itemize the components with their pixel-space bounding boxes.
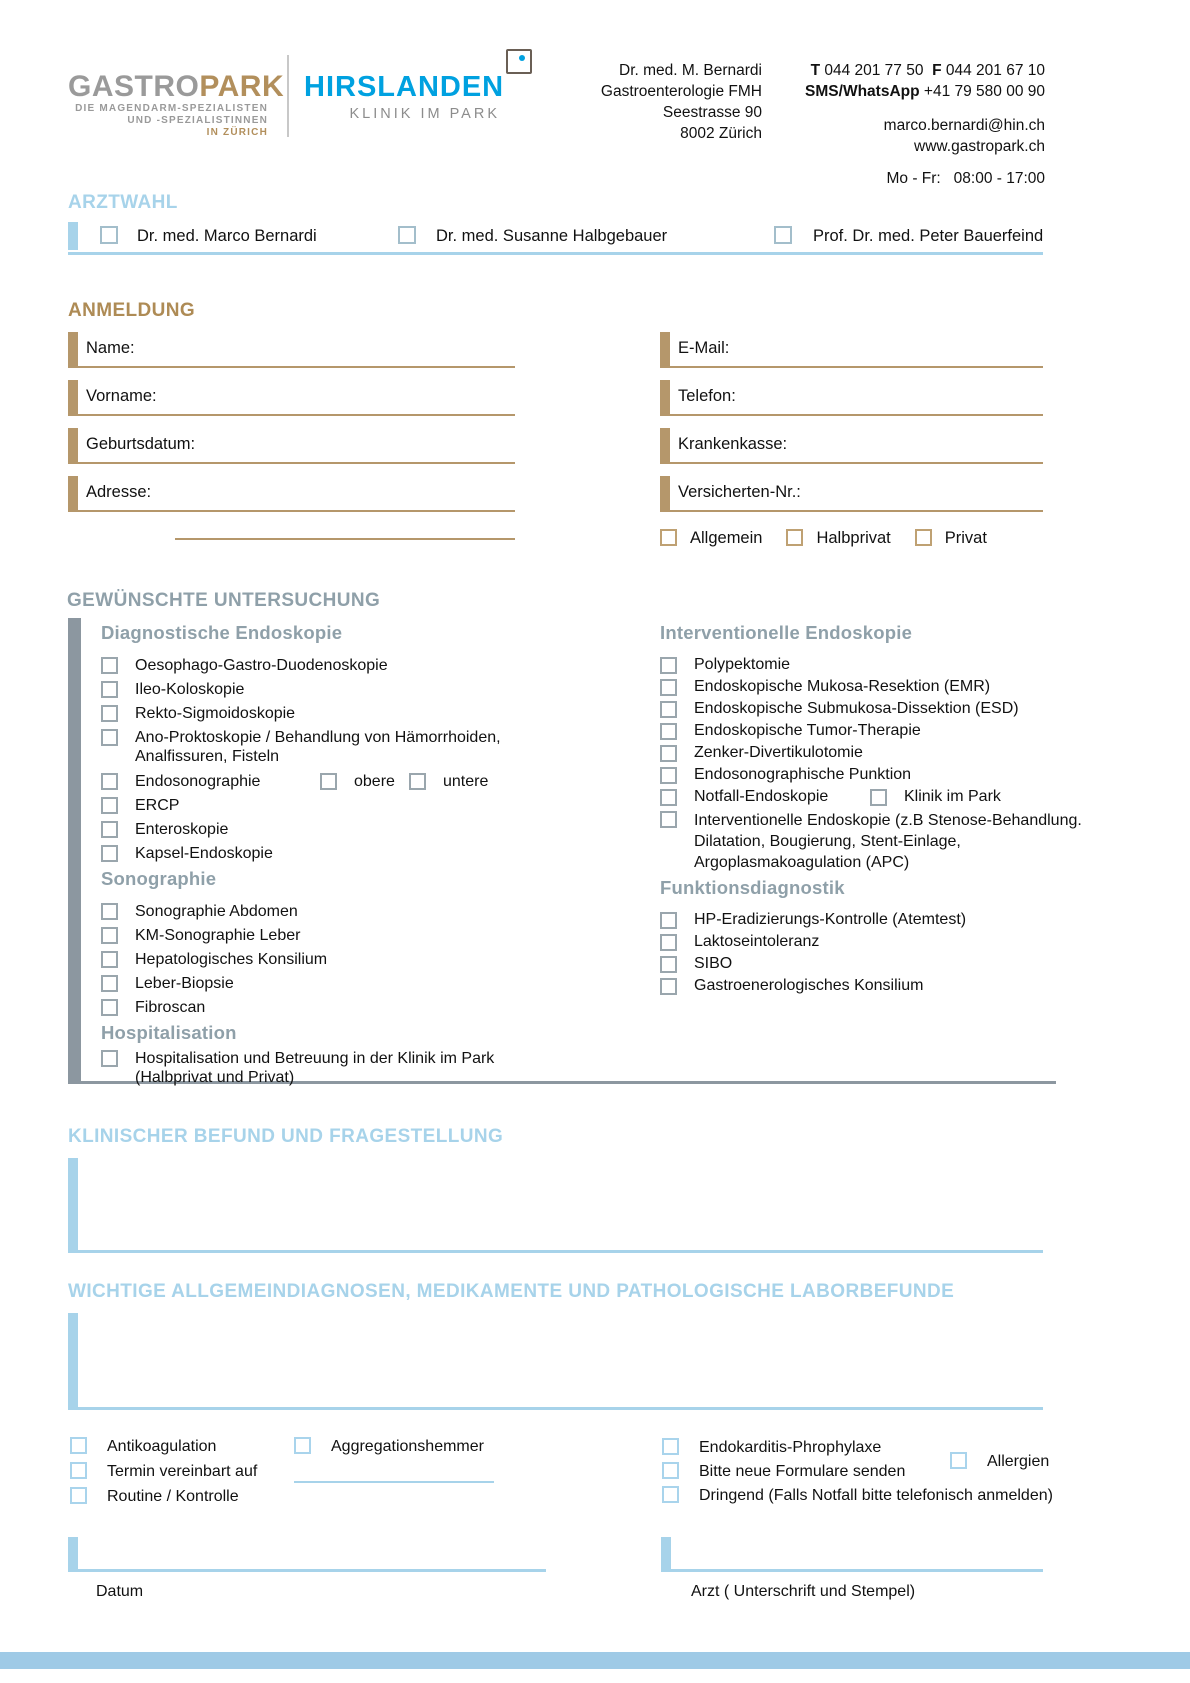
funktionsdiagnostik-heading: Funktionsdiagnostik (660, 877, 845, 898)
hirslanden-dot-icon (519, 55, 525, 61)
field-write-line[interactable] (665, 462, 1043, 464)
field-write-line[interactable] (73, 462, 515, 464)
termin-vereinbart-checkbox[interactable] (70, 1462, 87, 1479)
endosonographische-punktion-checkbox[interactable] (660, 767, 677, 784)
field-accent-bar (68, 428, 78, 464)
checkbox-item (101, 680, 541, 699)
field-email[interactable] (660, 332, 1043, 368)
enteroskopie-checkbox[interactable] (101, 821, 118, 838)
date-signature-line[interactable] (68, 1569, 546, 1572)
antikoagulation-checkbox[interactable] (70, 1437, 87, 1454)
checkbox-label: Termin vereinbart auf (107, 1463, 258, 1480)
field-geburtsdatum[interactable] (68, 428, 515, 464)
field-label-geburtsdatum: Geburtsdatum: (86, 435, 196, 453)
untersuchung-title: GEWÜNSCHTE UNTERSUCHUNG (67, 590, 381, 611)
logo-divider (287, 55, 289, 137)
zenker-checkbox[interactable] (660, 745, 677, 762)
checkbox-label: untere (443, 773, 489, 790)
checkbox-item (660, 678, 1100, 696)
opening-hours: Mo - Fr: 08:00 - 17:00 (886, 170, 1045, 187)
checkbox-label: Ileo-Koloskopie (135, 681, 245, 698)
doctor-option-bauerfeind: Prof. Dr. med. Peter Bauerfeind (813, 227, 1044, 245)
emr-checkbox[interactable] (660, 679, 677, 696)
field-accent-bar (660, 380, 670, 416)
diagnosen-accent-bar (68, 1313, 78, 1409)
diagnosen-bottom-line (68, 1407, 1043, 1410)
untersuchung-section (68, 618, 1082, 1086)
checkbox-item (662, 1438, 881, 1457)
leber-biopsie-checkbox[interactable] (101, 975, 118, 992)
insurance-class-row (660, 529, 987, 547)
checkbox-label: Gastroenerologisches Konsilium (694, 977, 924, 994)
checkbox-item (660, 933, 1100, 951)
befund-writing-area[interactable] (78, 1158, 1043, 1250)
checkbox-item (101, 974, 541, 993)
field-label-email: E-Mail: (678, 339, 730, 357)
checkbox-item (660, 722, 1100, 740)
interventionell-heading: Interventionelle Endoskopie (660, 622, 913, 643)
checkbox-label: obere (354, 773, 395, 790)
arztwahl-underline (68, 252, 1043, 255)
field-write-line[interactable] (665, 366, 1043, 368)
hospitalisation-heading: Hospitalisation (101, 1022, 237, 1043)
adresse-second-write-line[interactable] (175, 538, 515, 540)
checkbox-item (660, 810, 1100, 873)
checkbox-item (294, 1437, 484, 1456)
checkbox-label: Leber-Biopsie (135, 975, 234, 992)
hospitalisation-checkbox[interactable] (101, 1050, 118, 1067)
checkbox-item (101, 728, 541, 766)
checkbox-item (101, 998, 541, 1017)
logo-park-text: PARK (199, 70, 285, 103)
sibo-checkbox[interactable] (660, 956, 677, 973)
doctor-checkbox-halbgebauer[interactable] (398, 226, 416, 244)
km-sonographie-checkbox[interactable] (101, 927, 118, 944)
checkbox-item (101, 950, 541, 969)
kapsel-endoskopie-checkbox[interactable] (101, 845, 118, 862)
field-name[interactable] (68, 332, 515, 368)
checkbox-item (660, 766, 1100, 784)
field-accent-bar (68, 332, 78, 368)
checkbox-item (662, 1462, 905, 1481)
checkbox-label: Hepatologisches Konsilium (135, 951, 328, 968)
checkbox-item (101, 820, 541, 839)
field-label-vorname: Vorname: (86, 387, 157, 405)
field-write-line[interactable] (73, 414, 515, 416)
field-label-telefon: Telefon: (678, 387, 736, 405)
checkbox-item (660, 977, 1100, 995)
checkbox-label: Endosonographie (135, 773, 261, 790)
befund-bottom-line (68, 1250, 1043, 1253)
checkbox-item (70, 1462, 257, 1481)
checkbox-label: KM-Sonographie Leber (135, 927, 301, 944)
aggregationshemmer-checkbox[interactable] (294, 1437, 311, 1454)
checkbox-label: Ano-Proktoskopie / Behandlung von Hämorrhoiden, Analfissuren, Fisteln (135, 729, 501, 765)
checkbox-label: Notfall-Endoskopie (694, 788, 829, 805)
laktoseintoleranz-checkbox[interactable] (660, 934, 677, 951)
field-telefon[interactable] (660, 380, 1043, 416)
checkbox-label: Polypektomie (694, 656, 791, 673)
checkbox-label: Bitte neue Formulare senden (699, 1463, 906, 1480)
checkbox-item (101, 844, 541, 863)
hepatologisches-konsilium-checkbox[interactable] (101, 951, 118, 968)
checkbox-label: Fibroscan (135, 999, 206, 1016)
field-write-line[interactable] (73, 366, 515, 368)
polypektomie-checkbox[interactable] (660, 657, 677, 674)
checkbox-item (662, 1486, 1053, 1505)
untersuchung-right-column (660, 622, 1100, 999)
dringend-checkbox[interactable] (662, 1486, 679, 1503)
checkbox-label: Endoskopische Tumor-Therapie (694, 722, 921, 739)
checkbox-label: Klinik im Park (904, 788, 1001, 805)
practice-street: Seestrasse 90 (662, 104, 762, 121)
field-versicherten-nr[interactable] (660, 476, 1043, 512)
field-accent-bar (68, 380, 78, 416)
fibroscan-checkbox[interactable] (101, 999, 118, 1016)
checkbox-label: Rekto-Sigmoidoskopie (135, 705, 296, 722)
checkbox-item (660, 656, 1100, 674)
field-label-adresse: Adresse: (86, 483, 152, 501)
oesophago-checkbox[interactable] (101, 657, 118, 674)
date-accent-bar (68, 1537, 78, 1571)
field-write-line[interactable] (665, 414, 1043, 416)
privat-label: Privat (944, 529, 987, 547)
allergien-checkbox[interactable] (950, 1452, 967, 1469)
privat-checkbox[interactable] (915, 529, 932, 546)
field-label-versicherten-nr: Versicherten-Nr.: (678, 483, 801, 501)
doctor-option-halbgebauer: Dr. med. Susanne Halbgebauer (436, 227, 668, 245)
field-accent-bar (660, 332, 670, 368)
esd-checkbox[interactable] (660, 701, 677, 718)
diagnosen-writing-area[interactable] (78, 1313, 1043, 1407)
doctor-signature-label: Arzt ( Unterschrift und Stempel) (691, 1583, 916, 1600)
klinik-im-park-checkbox[interactable] (870, 789, 887, 806)
befund-title: KLINISCHER BEFUND UND FRAGESTELLUNG (68, 1126, 504, 1147)
ercp-checkbox[interactable] (101, 797, 118, 814)
hp-eradizierung-checkbox[interactable] (660, 912, 677, 929)
neue-formulare-checkbox[interactable] (662, 1462, 679, 1479)
phone-fax-line (788, 60, 1045, 81)
diagnostisch-heading: Diagnostische Endoskopie (101, 622, 343, 643)
rekto-sigmoidoskopie-checkbox[interactable] (101, 705, 118, 722)
doctor-option-bernardi: Dr. med. Marco Bernardi (137, 227, 317, 245)
checkbox-label: ERCP (135, 797, 180, 814)
checkbox-label: Endoskopische Mukosa-Resektion (EMR) (694, 678, 991, 695)
checkbox-item (70, 1437, 216, 1456)
endokarditis-checkbox[interactable] (662, 1438, 679, 1455)
checkbox-item (660, 744, 1100, 762)
checkbox-label: Dringend (Falls Notfall bitte telefonisch anmelden) (699, 1487, 1053, 1504)
termin-write-line[interactable] (294, 1481, 494, 1483)
field-accent-bar (68, 476, 78, 512)
sms-label: SMS/WhatsApp (805, 83, 920, 100)
checkbox-label: Oesophago-Gastro-Duodenoskopie (135, 657, 388, 674)
halbprivat-checkbox[interactable] (786, 529, 803, 546)
field-write-line[interactable] (665, 510, 1043, 512)
field-label-krankenkasse: Krankenkasse: (678, 435, 788, 453)
checkbox-item (101, 926, 541, 945)
doctor-checkbox-bauerfeind[interactable] (774, 226, 792, 244)
checkbox-label: SIBO (694, 955, 733, 972)
checkbox-label: Routine / Kontrolle (107, 1488, 239, 1505)
ileo-koloskopie-checkbox[interactable] (101, 681, 118, 698)
field-label-name: Name: (86, 339, 135, 357)
email-address: marco.bernardi@hin.ch (883, 117, 1045, 134)
checkbox-item (101, 704, 541, 723)
checkbox-label: Enteroskopie (135, 821, 229, 838)
arztwahl-title: ARZTWAHL (68, 192, 178, 213)
gastropark-logo (68, 70, 285, 138)
logo-subtitle-line3: IN ZÜRICH (206, 127, 268, 138)
contact-block (788, 60, 1045, 189)
checkbox-label: Laktoseintoleranz (694, 933, 820, 950)
interventionelle-endoskopie-checkbox[interactable] (660, 811, 677, 828)
allgemein-label: Allgemein (690, 529, 763, 547)
sms-number: +41 79 580 00 90 (923, 83, 1045, 100)
sonographie-abdomen-checkbox[interactable] (101, 903, 118, 920)
checkbox-label: Kapsel-Endoskopie (135, 845, 273, 862)
practice-address-block (562, 60, 762, 144)
date-label: Datum (96, 1583, 144, 1600)
checkbox-item (101, 902, 541, 921)
ano-proktoskopie-checkbox[interactable] (101, 729, 118, 746)
hirslanden-square-icon (506, 49, 532, 74)
arztwahl-accent-bar (68, 222, 78, 250)
field-vorname[interactable] (68, 380, 515, 416)
checkbox-label: Sonographie Abdomen (135, 903, 298, 920)
endosonographie-obere-checkbox[interactable] (320, 773, 337, 790)
checkbox-label: Endoskopische Submukosa-Dissektion (ESD) (694, 700, 1019, 717)
field-write-line[interactable] (73, 510, 515, 512)
sonographie-heading: Sonographie (101, 868, 217, 889)
endosonographie-checkbox[interactable] (101, 773, 118, 790)
footer-color-band (0, 1652, 1190, 1669)
sms-line (788, 81, 1045, 102)
doctor-signature-accent-bar (661, 1537, 671, 1571)
halbprivat-label: Halbprivat (816, 529, 891, 547)
phone-number: 044 201 77 50 (824, 62, 924, 79)
routine-kontrolle-checkbox[interactable] (70, 1487, 87, 1504)
checkbox-label: Endokarditis-Phrophylaxe (699, 1439, 882, 1456)
checkbox-item (70, 1487, 239, 1506)
diagnosen-title: WICHTIGE ALLGEMEINDIAGNOSEN, MEDIKAMENTE UND PATHOLOGISCHE LABORBEFUNDE (68, 1281, 955, 1302)
logo-subtitle-line2: UND -SPEZIALISTINNEN (127, 115, 268, 126)
checkbox-item (950, 1452, 1049, 1471)
practice-specialty: Gastroenterologie FMH (600, 83, 762, 100)
endosonographie-untere-checkbox[interactable] (409, 773, 426, 790)
field-krankenkasse[interactable] (660, 428, 1043, 464)
fax-label: F (932, 62, 942, 79)
anmeldung-title: ANMELDUNG (68, 300, 196, 321)
checkbox-label: Allergien (987, 1453, 1050, 1470)
fax-number: 044 201 67 10 (945, 62, 1045, 79)
doctor-checkbox-bernardi[interactable] (100, 226, 118, 244)
doctor-signature-line[interactable] (661, 1569, 1043, 1572)
field-accent-bar (660, 428, 670, 464)
field-adresse[interactable] (68, 476, 515, 512)
checkbox-label: Interventionelle Endoskopie (z.B Stenose-Behandlung. Dilatation, Bougierung, Stent-Einlage, Argoplasmakoagulation (APC) (694, 812, 1082, 871)
checkbox-item (660, 911, 1100, 929)
practice-doctor-name: Dr. med. M. Bernardi (619, 62, 762, 79)
checkbox-item (101, 796, 541, 815)
checkbox-label: Hospitalisation und Betreuung in der Klinik im Park (Halbprivat und Privat) (135, 1050, 495, 1086)
checkbox-item (101, 1049, 541, 1087)
checkbox-label: HP-Eradizierungs-Kontrolle (Atemtest) (694, 911, 967, 928)
befund-accent-bar (68, 1158, 78, 1252)
checkbox-item (101, 656, 541, 675)
logo-gastro-text: GASTRO (68, 70, 200, 103)
logo-subtitle-line1: DIE MAGENDARM-SPEZIALISTEN (75, 103, 268, 114)
checkbox-label: Antikoagulation (107, 1438, 217, 1455)
checkbox-item (660, 955, 1100, 973)
practice-city: 8002 Zürich (680, 125, 762, 142)
checkbox-label: Zenker-Divertikulotomie (694, 744, 863, 761)
field-accent-bar (660, 476, 670, 512)
phone-label: T (810, 62, 821, 79)
checkbox-label: Aggregationshemmer (331, 1438, 484, 1455)
gastro-konsilium-checkbox[interactable] (660, 978, 677, 995)
klinik-im-park-label: KLINIK IM PARK (349, 106, 500, 122)
checkbox-item (101, 772, 541, 791)
untersuchung-left-column (101, 622, 541, 1092)
checkbox-item (660, 700, 1100, 718)
hirslanden-wordmark: HIRSLANDEN (304, 71, 505, 103)
website-url: www.gastropark.ch (914, 138, 1045, 155)
notfall-endoskopie-checkbox[interactable] (660, 789, 677, 806)
tumor-therapie-checkbox[interactable] (660, 723, 677, 740)
checkbox-item (660, 788, 1100, 806)
gastropark-wordmark (68, 70, 285, 103)
checkbox-label: Endosonographische Punktion (694, 766, 912, 783)
allgemein-checkbox[interactable] (660, 529, 677, 546)
